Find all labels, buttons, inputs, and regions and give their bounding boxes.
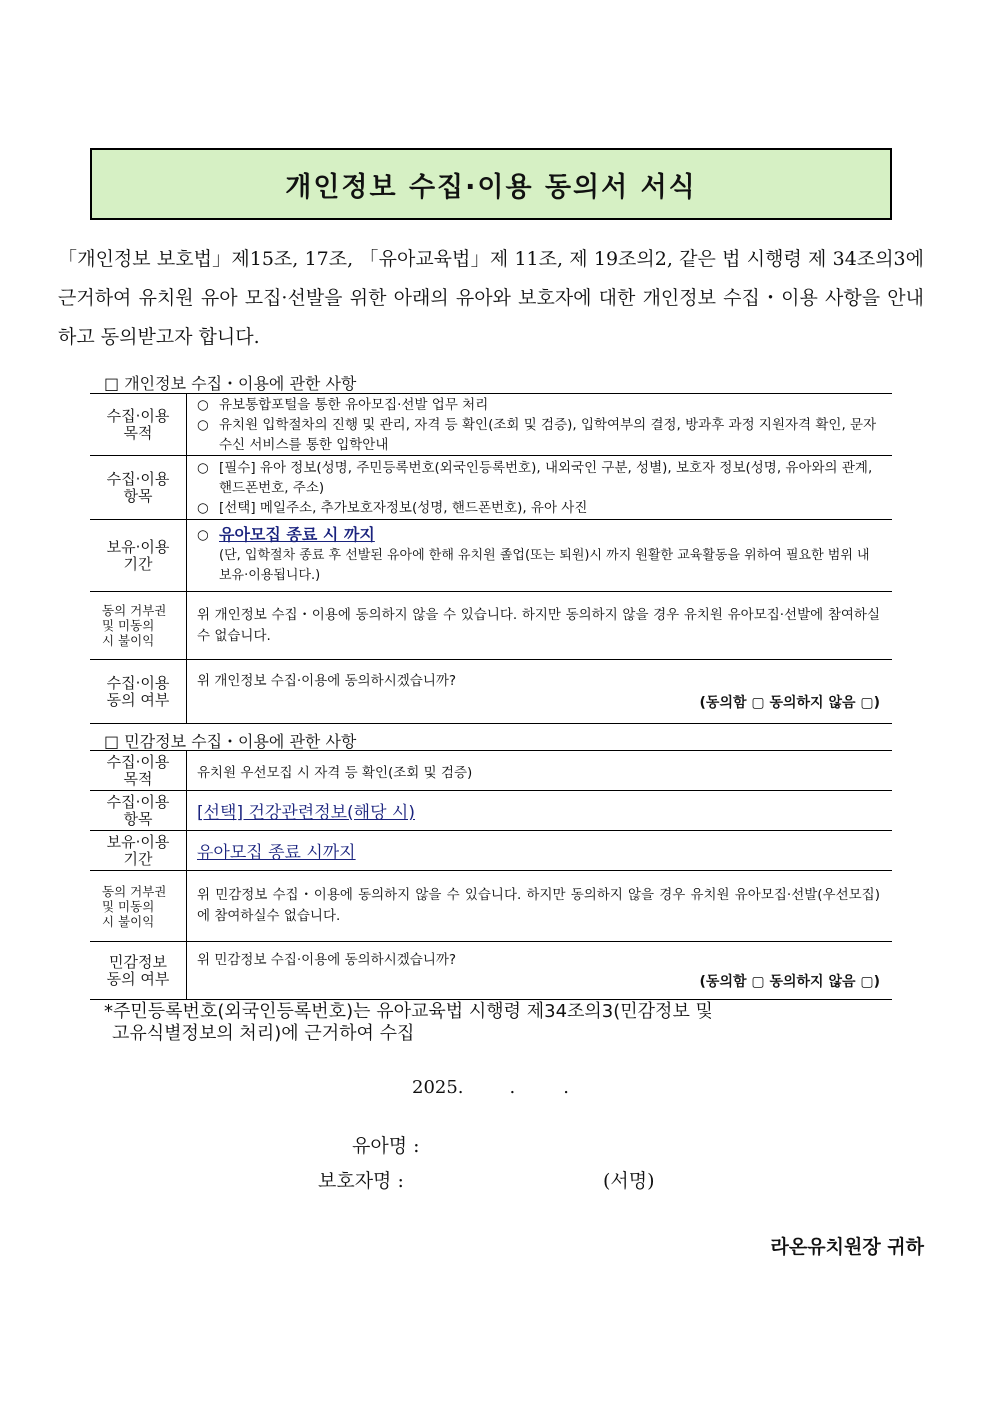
label-items [90,456,187,520]
value-retention [187,831,893,871]
label-purpose [90,394,187,456]
retention-note: (단, 입학절차 종료 후 선발된 유아에 한해 유치원 졸업(또는 퇴원)시 까지 원활한 교육활동을 위하여 필요한 범위 내 보유·이용됩니다.) [219,548,870,583]
refusal-text: 위 민감정보 수집・이용에 동의하지 않을 수 있습니다. 하지만 동의하지 않을 경우 유치원 유아모집·선발(우선모집)에 참여하실수 없습니다. [197,887,880,924]
row-consent [90,660,892,724]
list-item [197,525,880,546]
intro-paragraph [58,240,924,357]
bullet-icon: ○ [197,396,209,413]
retention-text: 유아모집 종료 시까지 [197,843,356,863]
signature-mark: (서명) [603,1170,655,1192]
list-item: ○ [선택] 메일주소, 추가보호자정보(성명, 핸드폰번호), 유아 사진 [197,499,588,516]
label-text: 수집·이용 항목 [106,469,170,505]
value-purpose [187,394,893,456]
child-name-line [352,1131,420,1158]
label-text: 수집·이용 항목 [106,792,170,828]
footnote-line1: *주민등록번호(외국인등록번호)는 유아교육법 시행령 제34조의3(민감정보 및 [104,1001,713,1022]
personal-info-table [90,393,892,724]
label-text: 보유·이용 기간 [106,832,170,868]
bullet-icon: ○ [197,527,209,543]
label-text: 민감정보 동의 여부 [106,952,170,988]
list-item: ○ 유보통합포털을 통한 유아모집·선발 업무 처리 [197,396,489,413]
label-items [90,791,187,831]
page-title: 개인정보 수집·이용 동의서 서식 [285,171,697,203]
date-year: 2025. [412,1077,464,1098]
value-items [187,456,893,520]
row-purpose [90,751,892,791]
label-text: 동의 거부권 및 미동의 시 불이익 [102,603,167,648]
footnote [104,1001,713,1045]
label-consent [90,942,187,1000]
row-consent [90,942,892,1000]
bullet-icon: ○ [197,416,209,433]
label-text: 동의 거부권 및 미동의 시 불이익 [102,883,167,929]
retention-period: 유아모집 종료 시 까지 [219,525,375,544]
sensitive-info-table [90,750,892,1000]
consent-question: 위 민감정보 수집·이용에 동의하시겠습니까? [197,951,457,968]
label-consent [90,660,187,724]
label-refusal [90,871,187,942]
label-text: 수집·이용 동의 여부 [106,673,170,709]
row-purpose [90,394,892,456]
label-retention [90,831,187,871]
row-retention [90,520,892,592]
consent-question: 위 개인정보 수집·이용에 동의하시겠습니까? [197,672,457,689]
child-name-label: 유아명 : [352,1135,420,1157]
label-text: 보유·이용 기간 [106,537,170,573]
guardian-name-label: 보호자명 : [318,1170,404,1192]
section1-heading: □ 개인정보 수집・이용에 관한 사항 [104,374,357,393]
label-retention [90,520,187,592]
value-refusal [187,592,893,660]
row-refusal [90,592,892,660]
row-items [90,791,892,831]
label-text: 수집·이용 목적 [106,406,170,442]
consent-options[interactable]: (동의함 ▢ 동의하지 않음 ▢) [699,694,880,711]
items-text: [선택] 건강관련정보(해당 시) [197,803,415,823]
date-day-sep: . [563,1077,569,1098]
value-refusal [187,871,893,942]
list-item: ○ [필수] 유아 정보(성명, 주민등록번호(외국인등록번호), 내외국인 구분, 성별), 보호자 정보(성명, 유아와의 관계, 핸드폰번호, 주소) [197,459,873,496]
guardian-name-line [318,1166,655,1193]
bullet-icon: ○ [197,459,209,476]
value-items [187,791,893,831]
section2-heading: □ 민감정보 수집・이용에 관한 사항 [104,732,357,751]
date-month-sep: . [509,1077,516,1098]
refusal-text: 위 개인정보 수집・이용에 동의하지 않을 수 있습니다. 하지만 동의하지 않을 경우 유치원 유아모집·선발에 참여하실수 없습니다. [197,606,880,644]
row-retention [90,831,892,871]
row-refusal [90,871,892,942]
bullet-icon: ○ [197,499,209,516]
addressee: 라온유치원장 귀하 [770,1236,924,1258]
consent-options[interactable]: (동의함 ▢ 동의하지 않음 ▢) [699,973,880,990]
value-consent [187,942,893,1000]
intro-text: 「개인정보 보호법」제15조, 17조, 「유아교육법」제 11조, 제 19조의2, 같은 법 시행령 제 34조의3에 근거하여 유치원 유아 모집·선발을 위한 아래의 유아와 보호자에 대한 개인정보 수집・이용 사항을 안내하고 동의받고자 합니다. [58,248,924,348]
value-purpose [187,751,893,791]
label-refusal [90,592,187,660]
title-box [90,148,892,220]
date-line [412,1077,569,1098]
purpose-text: 유치원 우선모집 시 자격 등 확인(조회 및 검증) [197,764,473,781]
footnote-line2: 고유식별정보의 처리)에 근거하여 수집 [112,1023,415,1044]
value-consent [187,660,893,724]
label-text: 수집·이용 목적 [106,752,170,788]
list-item: ○ 유치원 입학절차의 진행 및 관리, 자격 등 확인(조회 및 검증), 입학여부의 결정, 방과후 과정 지원자격 확인, 문자수신 서비스를 통한 입학안내 [197,416,877,453]
label-purpose [90,751,187,791]
value-retention [187,520,893,592]
row-items [90,456,892,520]
